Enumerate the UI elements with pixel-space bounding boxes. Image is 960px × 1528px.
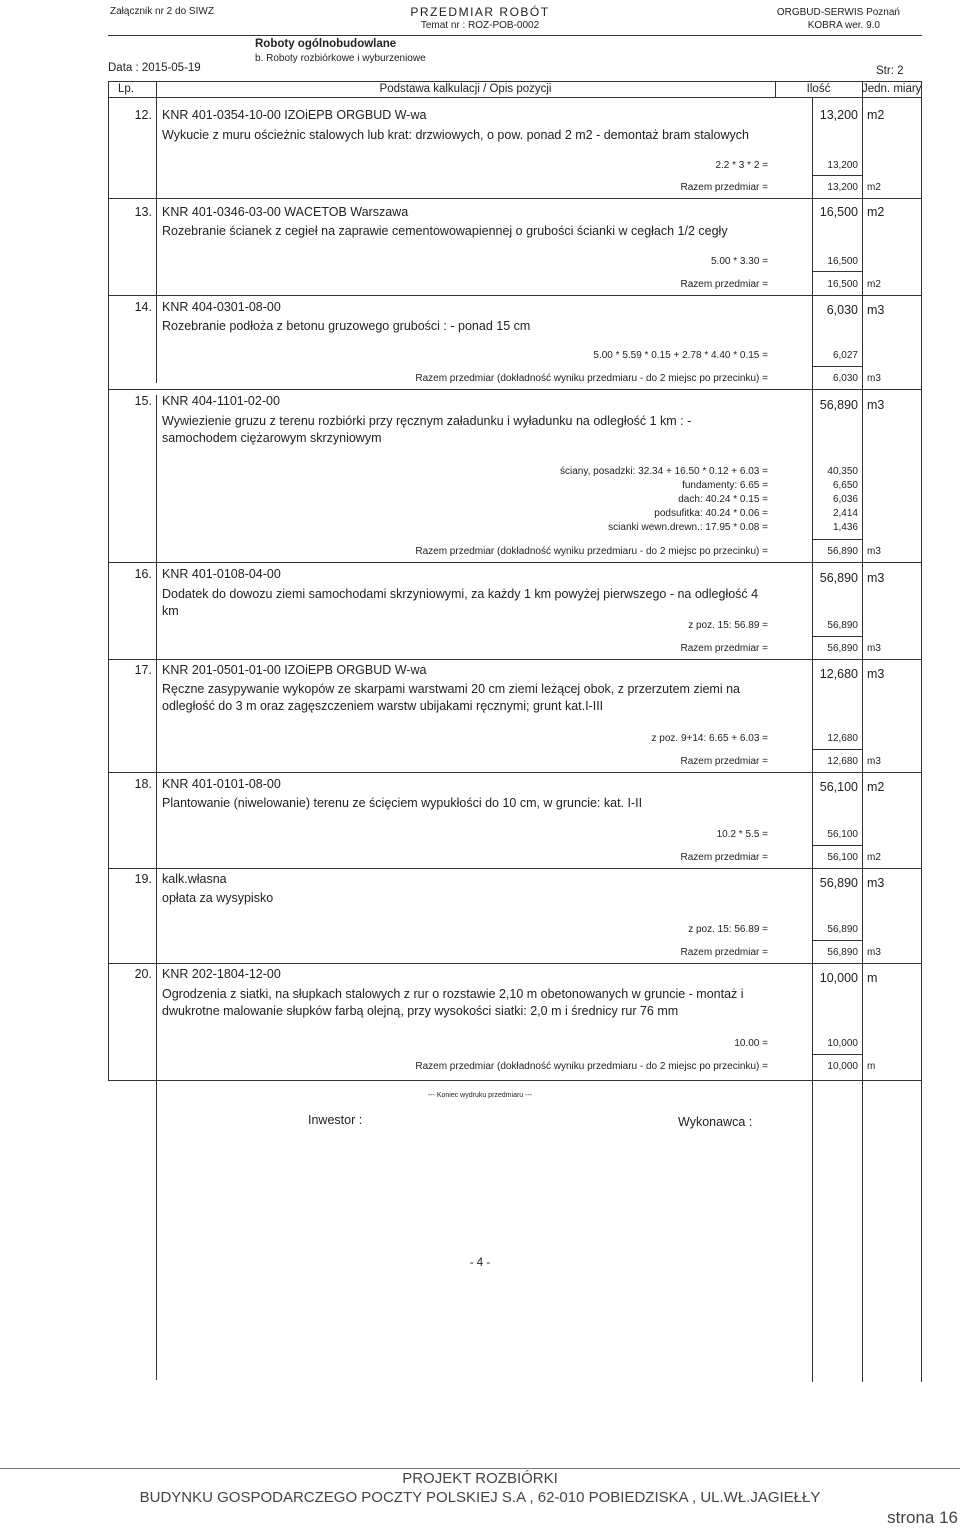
item-unit: m3: [867, 571, 885, 585]
company-name: ORGBUD-SERWIS Poznań: [776, 7, 900, 18]
attachment-label: Załącznik nr 2 do SIWZ: [110, 6, 214, 17]
software-version: KOBRA wer. 9.0: [807, 20, 880, 31]
footer-project: PROJEKT ROZBIÓRKI: [402, 1470, 558, 1487]
item-code: KNR 401-0101-08-00: [162, 777, 281, 791]
item-quantity: 16,500: [819, 205, 858, 219]
end-of-printout-note: --- Koniec wydruku przedmiaru ---: [427, 1092, 533, 1099]
item-code: KNR 404-1101-02-00: [162, 394, 280, 408]
column-unit: Jedn. miary: [862, 83, 922, 95]
item-unit: m2: [867, 108, 885, 122]
item-unit: m3: [867, 876, 885, 890]
item-code: KNR 401-0108-04-00: [162, 567, 281, 581]
item-quantity: 56,890: [819, 876, 858, 890]
item-unit: m3: [867, 398, 885, 412]
item-unit: m2: [867, 205, 885, 219]
item-unit: m2: [867, 780, 885, 794]
column-lp: Lp.: [118, 83, 134, 95]
item-unit: m3: [867, 667, 885, 681]
item-description: Wykucie z muru ościeżnic stalowych lub krat: drzwiowych, o pow. ponad 2 m2 - demontaż bram stalowych: [162, 128, 749, 142]
document-title: PRZEDMIAR ROBÓT: [410, 5, 550, 19]
item-code: kalk.własna: [162, 872, 227, 886]
contractor-label: Wykonawca :: [678, 1115, 753, 1129]
item-description: Plantowanie (niwelowanie) terenu ze ścięciem wypukłości do 10 cm, w gruncie: kat. I-II: [162, 796, 643, 810]
column-basis-description: Podstawa kalkulacji / Opis pozycji: [379, 83, 552, 95]
item-code: KNR 202-1804-12-00: [162, 967, 281, 981]
column-quantity: Ilość: [806, 83, 831, 95]
subsection-title: b. Roboty rozbiórkowe i wyburzeniowe: [255, 53, 426, 64]
item-description: Wywiezienie gruzu z terenu rozbiórki przy ręcznym załadunku i wyładunku na odległość 1 km : - samochodem ciężarowym skrzyniowym: [162, 414, 692, 445]
item-code: KNR 404-0301-08-00: [162, 300, 281, 314]
item-unit: m: [867, 971, 878, 985]
item-quantity: 13,200: [819, 108, 858, 122]
item-quantity: 56,890: [819, 571, 858, 585]
page-number: - 4 -: [469, 1257, 491, 1269]
item-description: opłata za wysypisko: [162, 891, 274, 905]
item-description: Rozebranie podłoża z betonu gruzowego grubości : - ponad 15 cm: [162, 319, 531, 333]
document-date: Data : 2015-05-19: [108, 62, 201, 74]
item-quantity: 56,100: [819, 780, 858, 794]
investor-label: Inwestor :: [308, 1113, 363, 1127]
item-code: KNR 401-0354-10-00 IZOiEPB ORGBUD W-wa: [162, 108, 427, 122]
item-unit: m3: [867, 303, 885, 317]
item-description: Ogrodzenia z siatki, na słupkach stalowych z rur o rozstawie 2,10 m obetonowanych w gruncie - montaż i dwukrotne malowanie słupków farbą olejną, przy wysokości siatki: 2,0 m i średnicy rur 76 mm: [162, 987, 744, 1018]
page-label: Str: 2: [876, 65, 904, 77]
section-title: Roboty ogólnobudowlane: [255, 38, 397, 50]
item-description: Dodatek do dowozu ziemi samochodami skrzyniowymi, za każdy 1 km powyżej pierwszego - na odległość 4 km: [162, 587, 759, 618]
topic-number: Temat nr : ROZ-POB-0002: [420, 20, 540, 31]
footer-page: strona 16: [887, 1508, 958, 1527]
item-quantity: 12,680: [819, 667, 858, 681]
item-description: Ręczne zasypywanie wykopów ze skarpami warstwami 20 cm ziemi leżącej obok, z przerzutem ziemi na odległość do 3 m oraz zagęszczeniem warstw ubijakami ręcznymi; grunt kat.I-III: [162, 682, 740, 713]
footer-building-address: BUDYNKU GOSPODARCZEGO POCZTY POLSKIEJ S.A , 62-010 POBIEDZISKA , UL.WŁ.JAGIEŁŁY: [139, 1489, 821, 1506]
item-quantity: 6,030: [826, 303, 858, 317]
item-quantity: 10,000: [819, 971, 858, 985]
item-code: KNR 401-0346-03-00 WACETOB Warszawa: [162, 205, 409, 219]
item-description: Rozebranie ścianek z cegieł na zaprawie cementowowapiennej o grubości ścianki w cegłach 1/2 cegły: [162, 224, 728, 238]
item-quantity: 56,890: [819, 398, 858, 412]
item-code: KNR 201-0501-01-00 IZOiEPB ORGBUD W-wa: [162, 663, 427, 677]
